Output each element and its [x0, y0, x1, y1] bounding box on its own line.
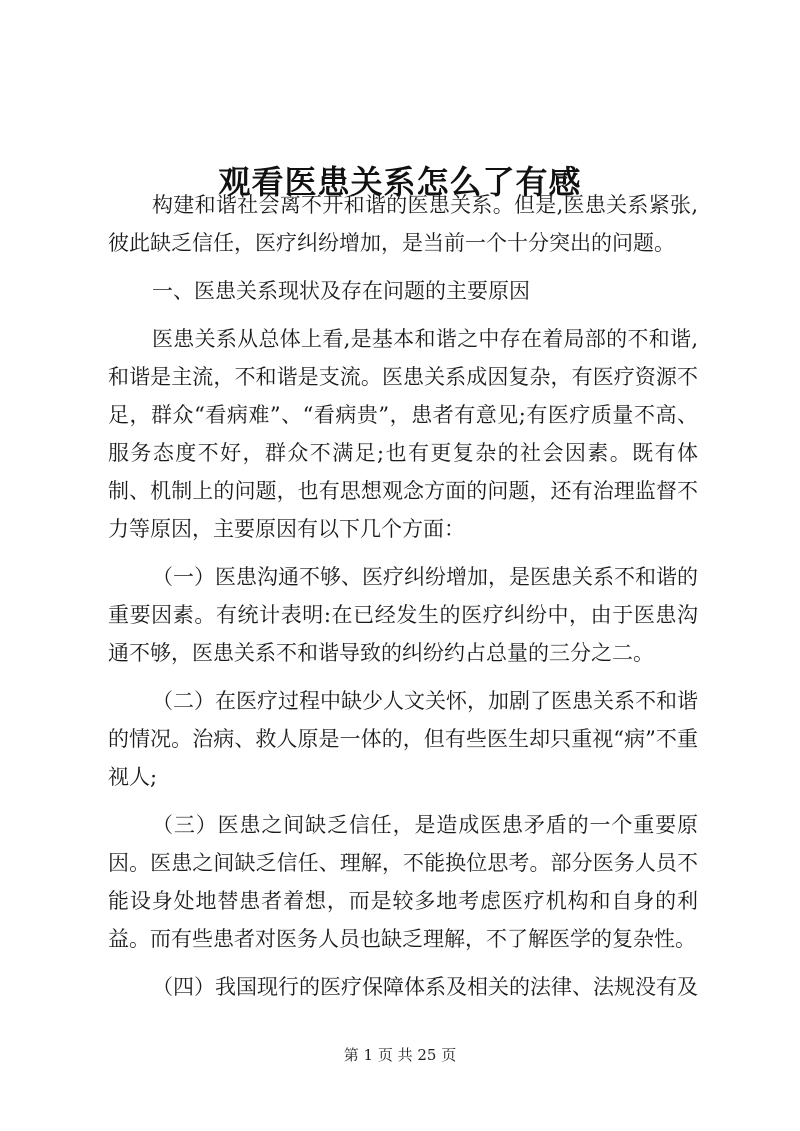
paragraph-overview: 医患关系从总体上看,是基本和谐之中存在着局部的不和谐,和谐是主流，不和谐是支流。医患关系成因复杂，有医疗资源不足，群众“看病难”、“看病贵”，患者有意见;有医疗质量不高、服务态度不好，群众不满足;也有更复杂的社会因素。既有体制、机制上的问题，也有思想观念方面的问题，还有治理监督不力等原因，主要原因有以下几个方面：: [108, 327, 698, 541]
document-title: 观看医患关系怎么了有感: [218, 163, 582, 202]
section-heading-1: 一、医患关系现状及存在问题的主要原因: [152, 279, 530, 303]
paragraph-reason-1: （一）医患沟通不够、医疗纠纷增加，是医患关系不和谐的重要因素。有统计表明:在已经发生的医疗纠纷中，由于医患沟通不够，医患关系不和谐导致的纠纷约占总量的三分之二。: [108, 565, 698, 665]
page-number-footer: 第 1 页 共 25 页: [343, 1046, 457, 1064]
document-body: [108, 186, 698, 1016]
paragraph-reason-3: （三）医患之间缺乏信任，是造成医患矛盾的一个重要原因。医患之间缺乏信任、理解，不能换位思考。部分医务人员不能设身处地替患者着想，而是较多地考虑医疗机构和自身的利益。而有些患者对医务人员也缺乏理解，不了解医学的复杂性。: [108, 813, 698, 951]
paragraph-reason-2: （二）在医疗过程中缺少人文关怀，加剧了医患关系不和谐的情况。治病、救人原是一体的，但有些医生却只重视“病”不重视人;: [108, 689, 698, 789]
paragraph-intro: 构建和谐社会离不开和谐的医患关系。但是,医患关系紧张,彼此缺乏信任，医疗纠纷增加，是当前一个十分突出的问题。: [108, 193, 698, 255]
paragraph-reason-4: （四）我国现行的医疗保障体系及相关的法律、法规没有及: [152, 975, 698, 999]
